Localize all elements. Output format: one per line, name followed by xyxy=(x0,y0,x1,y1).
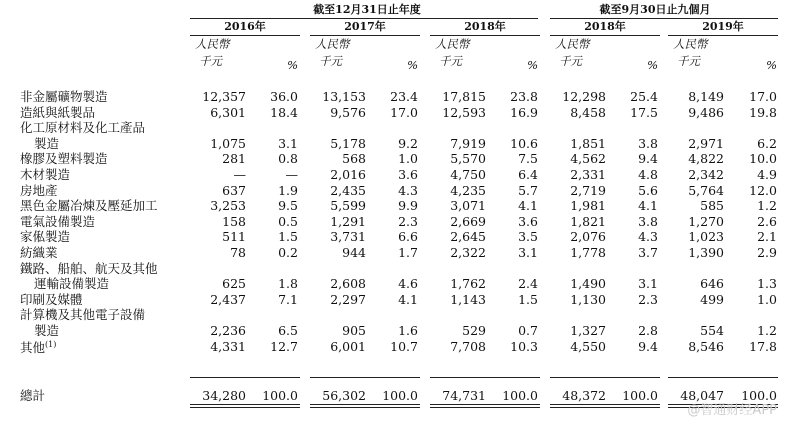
percent-cell: 1.5 xyxy=(278,229,298,245)
total-amount-cell: 48,047 xyxy=(680,388,724,403)
amount-cell: 78 xyxy=(230,245,246,260)
total-double-rule xyxy=(190,407,300,408)
row-label: 計算機及其他電子設備 xyxy=(20,307,146,323)
percent-cell: 3.1 xyxy=(518,245,538,260)
unit-thousands: 千元 xyxy=(199,54,222,68)
total-amount-cell: 56,302 xyxy=(322,388,366,403)
percent-cell: 3.8 xyxy=(638,135,658,151)
percent-cell: 17.0 xyxy=(749,89,777,104)
percent-header: % xyxy=(287,58,298,72)
percent-cell: 0.7 xyxy=(518,323,538,338)
percent-cell: 18.4 xyxy=(270,104,298,120)
amount-cell: 4,822 xyxy=(688,151,724,167)
row-label: 製造 xyxy=(34,135,60,151)
unit-currency: 人民幣 xyxy=(435,37,470,51)
percent-cell: 2.3 xyxy=(638,291,658,307)
amount-cell: 4,331 xyxy=(210,338,246,354)
percent-cell: 0.8 xyxy=(278,151,298,167)
percent-cell: 3.6 xyxy=(518,213,538,229)
percent-cell: — xyxy=(285,167,298,182)
percent-cell: 4.1 xyxy=(638,198,658,214)
amount-cell: 5,764 xyxy=(688,182,724,198)
amount-cell: 12,357 xyxy=(202,89,246,104)
percent-cell: 12.7 xyxy=(270,338,298,354)
total-double-rule xyxy=(550,407,660,408)
amount-cell: 944 xyxy=(342,245,366,260)
percent-cell: 3.8 xyxy=(638,213,658,229)
percent-cell: 6.2 xyxy=(757,135,777,151)
amount-cell: 2,608 xyxy=(330,276,366,292)
amount-cell: 3,731 xyxy=(330,229,366,245)
total-percent-cell: 100.0 xyxy=(502,388,538,403)
amount-cell: 6,301 xyxy=(210,104,246,120)
amount-cell: 2,971 xyxy=(688,135,724,151)
total-double-rule xyxy=(310,407,420,408)
amount-cell: 905 xyxy=(342,323,366,338)
amount-cell: 1,143 xyxy=(450,291,486,307)
amount-cell: 1,327 xyxy=(570,323,606,338)
year-header: 2018年 xyxy=(584,20,626,33)
amount-cell: 4,550 xyxy=(570,338,606,354)
amount-cell: — xyxy=(233,167,246,182)
amount-cell: 1,851 xyxy=(570,135,606,151)
amount-cell: 6,001 xyxy=(330,338,366,354)
amount-cell: 1,291 xyxy=(330,213,366,229)
percent-cell: 1.8 xyxy=(278,276,298,292)
percent-cell: 7.5 xyxy=(518,151,538,167)
amount-cell: 1,270 xyxy=(688,213,724,229)
amount-cell: 2,331 xyxy=(570,167,606,182)
percent-cell: 2.9 xyxy=(757,245,777,260)
amount-cell: 5,599 xyxy=(330,198,366,214)
unit-currency: 人民幣 xyxy=(555,37,590,51)
percent-cell: 9.4 xyxy=(638,338,658,354)
year-rule xyxy=(190,35,300,36)
footnote-marker: (1) xyxy=(45,339,57,349)
amount-cell: 2,322 xyxy=(450,245,486,260)
amount-cell: 585 xyxy=(700,198,724,214)
amount-cell: 8,458 xyxy=(570,104,606,120)
percent-cell: 7.1 xyxy=(278,291,298,307)
subtotal-rule xyxy=(430,377,540,378)
percent-cell: 4.6 xyxy=(398,276,418,292)
amount-cell: 5,178 xyxy=(330,135,366,151)
amount-cell: 2,645 xyxy=(450,229,486,245)
amount-cell: 499 xyxy=(700,291,724,307)
amount-cell: 637 xyxy=(222,182,246,198)
amount-cell: 1,390 xyxy=(688,245,724,260)
row-label: 房地產 xyxy=(20,182,58,198)
percent-header: % xyxy=(766,58,777,72)
row-label: 黑色金屬冶煉及壓延加工 xyxy=(20,198,158,214)
total-percent-cell: 100.0 xyxy=(622,388,658,403)
total-amount-cell: 74,731 xyxy=(442,388,486,403)
year-rule xyxy=(550,35,660,36)
percent-cell: 2.8 xyxy=(638,323,658,338)
unit-currency: 人民幣 xyxy=(195,37,230,51)
percent-cell: 4.3 xyxy=(398,182,418,198)
total-double-rule xyxy=(190,404,300,405)
percent-cell: 0.5 xyxy=(278,213,298,229)
unit-currency: 人民幣 xyxy=(315,37,350,51)
period-header-years: 截至12月31日止年度 xyxy=(313,3,421,16)
amount-cell: 17,815 xyxy=(442,89,486,104)
year-header: 2017年 xyxy=(344,20,386,33)
percent-cell: 10.3 xyxy=(510,338,538,354)
subtotal-rule xyxy=(190,377,300,378)
amount-cell: 2,437 xyxy=(210,291,246,307)
percent-cell: 25.4 xyxy=(630,89,658,104)
amount-cell: 12,298 xyxy=(562,89,606,104)
total-amount-cell: 48,372 xyxy=(562,388,606,403)
percent-cell: 1.6 xyxy=(398,323,418,338)
percent-cell: 9.4 xyxy=(638,151,658,167)
percent-cell: 3.6 xyxy=(398,167,418,182)
row-label: 化工原材料及化工產品 xyxy=(20,120,146,136)
row-label: 鐵路、船舶、航天及其他 xyxy=(20,260,158,276)
amount-cell: 511 xyxy=(222,229,246,245)
year-rule xyxy=(430,35,540,36)
percent-cell: 2.6 xyxy=(757,213,777,229)
row-label: 製造 xyxy=(34,323,60,338)
percent-cell: 19.8 xyxy=(749,104,777,120)
row-label: 橡膠及塑料製造 xyxy=(20,151,108,167)
amount-cell: 625 xyxy=(222,276,246,292)
percent-cell: 9.2 xyxy=(398,135,418,151)
percent-cell: 23.8 xyxy=(510,89,538,104)
row-label: 紡織業 xyxy=(20,245,58,260)
subtotal-rule xyxy=(310,377,420,378)
unit-thousands: 千元 xyxy=(439,54,462,68)
amount-cell: 2,076 xyxy=(570,229,606,245)
group-rule-years xyxy=(190,18,538,19)
row-label: 木材製造 xyxy=(20,167,71,182)
period-header-nine-months: 截至9月30日止九個月 xyxy=(599,3,711,16)
percent-cell: 2.1 xyxy=(757,229,777,245)
percent-cell: 9.5 xyxy=(278,198,298,214)
percent-cell: 1.5 xyxy=(518,291,538,307)
percent-header: % xyxy=(647,58,658,72)
unit-currency: 人民幣 xyxy=(673,37,708,51)
total-amount-cell: 34,280 xyxy=(202,388,246,403)
row-label: 電氣設備製造 xyxy=(20,213,96,229)
amount-cell: 12,593 xyxy=(442,104,486,120)
amount-cell: 2,016 xyxy=(330,167,366,182)
row-label: 造紙與紙製品 xyxy=(20,104,96,120)
amount-cell: 1,821 xyxy=(570,213,606,229)
total-double-rule xyxy=(430,404,540,405)
percent-cell: 16.9 xyxy=(510,104,538,120)
year-header: 2018年 xyxy=(464,20,506,33)
percent-cell: 3.5 xyxy=(518,229,538,245)
percent-cell: 3.7 xyxy=(638,245,658,260)
total-double-rule xyxy=(310,404,420,405)
percent-cell: 6.5 xyxy=(278,323,298,338)
subtotal-rule xyxy=(668,377,778,378)
amount-cell: 8,149 xyxy=(688,89,724,104)
amount-cell: 7,919 xyxy=(450,135,486,151)
amount-cell: 2,297 xyxy=(330,291,366,307)
amount-cell: 9,486 xyxy=(688,104,724,120)
amount-cell: 1,075 xyxy=(210,135,246,151)
year-rule xyxy=(668,35,778,36)
percent-cell: 4.8 xyxy=(638,167,658,182)
percent-cell: 5.7 xyxy=(518,182,538,198)
amount-cell: 2,342 xyxy=(688,167,724,182)
amount-cell: 529 xyxy=(462,323,486,338)
percent-header: % xyxy=(527,58,538,72)
amount-cell: 4,750 xyxy=(450,167,486,182)
unit-thousands: 千元 xyxy=(559,54,582,68)
subtotal-rule xyxy=(550,377,660,378)
percent-cell: 4.9 xyxy=(757,167,777,182)
amount-cell: 158 xyxy=(222,213,246,229)
total-percent-cell: 100.0 xyxy=(382,388,418,403)
amount-cell: 1,762 xyxy=(450,276,486,292)
percent-cell: 17.0 xyxy=(390,104,418,120)
amount-cell: 3,253 xyxy=(210,198,246,214)
row-label: 印刷及媒體 xyxy=(20,291,83,307)
percent-cell: 1.7 xyxy=(398,245,418,260)
total-percent-cell: 100.0 xyxy=(262,388,298,403)
percent-cell: 3.1 xyxy=(638,276,658,292)
percent-cell: 10.7 xyxy=(390,338,418,354)
year-header: 2019年 xyxy=(702,20,744,33)
amount-cell: 13,153 xyxy=(322,89,366,104)
percent-cell: 6.4 xyxy=(518,167,538,182)
percent-cell: 17.5 xyxy=(630,104,658,120)
total-percent-cell: 100.0 xyxy=(741,388,777,403)
unit-thousands: 千元 xyxy=(319,54,342,68)
amount-cell: 554 xyxy=(700,323,724,338)
percent-cell: 0.2 xyxy=(278,245,298,260)
year-header: 2016年 xyxy=(224,20,266,33)
amount-cell: 2,719 xyxy=(570,182,606,198)
percent-cell: 10.0 xyxy=(749,151,777,167)
percent-cell: 1.0 xyxy=(757,291,777,307)
amount-cell: 1,981 xyxy=(570,198,606,214)
percent-cell: 9.9 xyxy=(398,198,418,214)
percent-cell: 36.0 xyxy=(270,89,298,104)
row-label: 運輸設備製造 xyxy=(34,276,110,292)
percent-cell: 1.2 xyxy=(757,323,777,338)
percent-cell: 2.4 xyxy=(518,276,538,292)
amount-cell: 1,130 xyxy=(570,291,606,307)
amount-cell: 2,435 xyxy=(330,182,366,198)
row-label: 其他$^{(1)}$ xyxy=(20,339,57,355)
percent-cell: 1.0 xyxy=(398,151,418,167)
total-label: 總計 xyxy=(20,388,46,403)
amount-cell: 568 xyxy=(342,151,366,167)
percent-cell: 17.8 xyxy=(749,338,777,354)
amount-cell: 4,562 xyxy=(570,151,606,167)
percent-cell: 23.4 xyxy=(390,89,418,104)
amount-cell: 5,570 xyxy=(450,151,486,167)
percent-cell: 4.1 xyxy=(398,291,418,307)
percent-cell: 6.6 xyxy=(398,229,418,245)
row-label: 家俬製造 xyxy=(20,229,71,245)
amount-cell: 2,669 xyxy=(450,213,486,229)
percent-cell: 4.3 xyxy=(638,229,658,245)
row-label: 非金屬礦物製造 xyxy=(20,89,108,104)
percent-cell: 1.9 xyxy=(278,182,298,198)
total-double-rule xyxy=(550,404,660,405)
amount-cell: 3,071 xyxy=(450,198,486,214)
amount-cell: 8,546 xyxy=(688,338,724,354)
amount-cell: 4,235 xyxy=(450,182,486,198)
percent-cell: 1.2 xyxy=(757,198,777,214)
total-double-rule xyxy=(430,407,540,408)
percent-cell: 2.3 xyxy=(398,213,418,229)
percent-cell: 1.3 xyxy=(757,276,777,292)
amount-cell: 1,490 xyxy=(570,276,606,292)
watermark: @智通财经APP xyxy=(687,403,777,418)
percent-cell: 10.6 xyxy=(510,135,538,151)
percent-cell: 12.0 xyxy=(749,182,777,198)
amount-cell: 2,236 xyxy=(210,323,246,338)
amount-cell: 1,778 xyxy=(570,245,606,260)
percent-cell: 3.1 xyxy=(278,135,298,151)
amount-cell: 1,023 xyxy=(688,229,724,245)
percent-header: % xyxy=(407,58,418,72)
percent-cell: 4.1 xyxy=(518,198,538,214)
year-rule xyxy=(310,35,420,36)
amount-cell: 646 xyxy=(700,276,724,292)
group-rule-nine-months xyxy=(550,18,778,19)
amount-cell: 281 xyxy=(222,151,246,167)
amount-cell: 7,708 xyxy=(450,338,486,354)
percent-cell: 5.6 xyxy=(638,182,658,198)
unit-thousands: 千元 xyxy=(677,54,700,68)
amount-cell: 9,576 xyxy=(330,104,366,120)
